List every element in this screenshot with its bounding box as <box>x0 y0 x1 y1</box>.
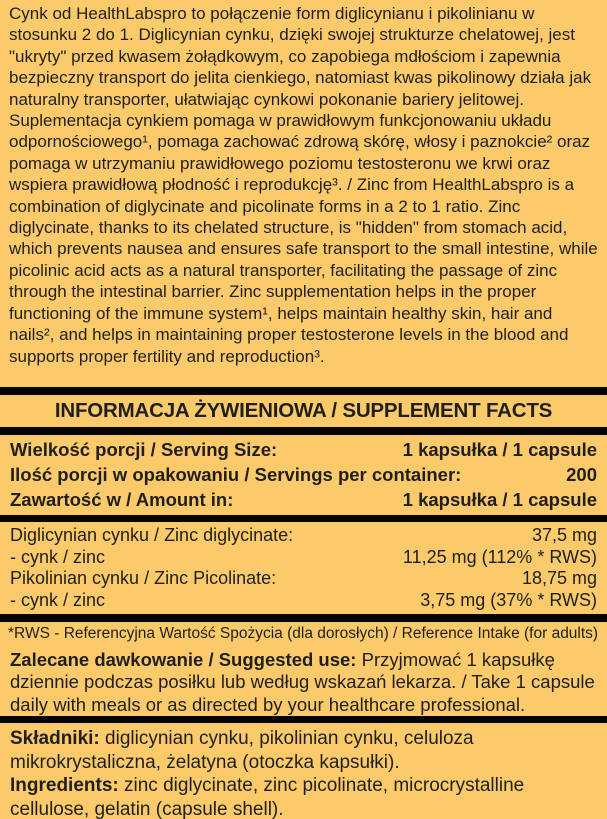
row-value: 3,75 mg (37% * RWS) <box>420 589 597 610</box>
nutrient-row <box>10 525 597 547</box>
serving-info-table <box>0 435 607 515</box>
ingredients-line-en <box>10 774 597 819</box>
divider-bar <box>0 614 607 622</box>
product-description: Cynk od HealthLabspro to połączenie form diglicynianu i pikolinianu w stosunku 2 do 1. Diglicynian cynku, dzięki swojej strukturze chelatowej, jest "ukryty" przed kwasem żołądkowym, co zapobiega mdłościom i zapewnia bezpieczny transport do jelita cienkiego, natomiast kwas pikolinowy działa jak naturalny transporter, ułatwiając cynkowi pokonanie bariery jelitowej. Suplementacja cynkiem pomaga w prawidłowym funkcjonowaniu układu odpornościowego¹, pomaga zachować zdrową skórę, włosy i paznokcie² oraz pomaga w utrzymaniu prawidłowego poziomu testosteronu we krwi oraz wspiera prawidłową płodność i reprodukcję³. / Zinc from HealthLabspro is a combination of diglycinate and picolinate forms in a 2 to 1 ratio. Zinc diglycinate, thanks to its chelated structure, is "hidden" from stomach acid, which prevents nausea and ensures safe transport to the small intestine, while picolinic acid acts as a natural transporter, facilitating the passage of zinc through the intestinal barrier. Zinc supplementation helps in the proper functioning of the immune system¹, helps maintain healthy skin, hair and nails², and helps in maintaining proper testosterone levels in the blood and supports proper fertility and reproduction³. <box>9 4 598 366</box>
row-label: Zawartość w / Amount in: <box>10 488 234 510</box>
ingredients-text-en: zinc diglycinate, zinc picolinate, microcrystalline cellulose, gelatin (capsule shell). <box>10 775 525 819</box>
row-label: Wielkość porcji / Serving Size: <box>10 439 278 460</box>
serving-row <box>10 463 597 488</box>
row-label: Diglicynian cynku / Zinc diglycinate: <box>10 525 294 545</box>
row-label: Pikolinian cynku / Zinc Picolinate: <box>10 568 277 589</box>
row-label: - cynk / zinc <box>10 589 106 610</box>
ingredients-text-pl: diglicynian cynku, pikolinian cynku, celuloza mikrokrystaliczna, żelatyna (otoczka kapsułki). <box>10 728 474 773</box>
row-value: 200 <box>566 463 597 485</box>
row-value: 18,75 mg <box>521 568 597 589</box>
nutrient-row <box>10 547 597 569</box>
ingredients-label-en: Ingredients: <box>10 775 119 796</box>
row-value: 11,25 mg (112% * RWS) <box>402 546 597 567</box>
divider-bar <box>0 716 607 723</box>
row-label: - cynk / zinc <box>10 546 106 567</box>
ingredients-line-pl <box>10 727 597 774</box>
divider-bar <box>0 387 607 395</box>
suggested-use-label: Zalecane dawkowanie / Suggested use: <box>10 649 357 670</box>
rws-footnote: *RWS - Referencyjna Wartość Spożycia (dla dorosłych) / Reference Intake (for adults) <box>8 625 599 642</box>
nutrient-row <box>10 568 597 590</box>
divider-bar <box>0 427 607 435</box>
ingredients-section <box>0 723 607 819</box>
nutrient-table <box>0 522 607 614</box>
nutrient-row <box>10 590 597 612</box>
row-value: 1 kapsułka / 1 capsule <box>402 488 597 510</box>
suggested-use-text: Przyjmować 1 kapsułkę dziennie podczas posiłku lub według wskazań lekarza. / Take 1 capsule daily with meals or as directed by your healthcare professional. <box>10 649 595 715</box>
row-value: 37,5 mg <box>531 525 597 545</box>
suggested-use <box>0 648 607 716</box>
row-label: Ilość porcji w opakowaniu / Servings per container: <box>10 463 462 485</box>
ingredients-label-pl: Składniki: <box>10 728 100 749</box>
row-value: 1 kapsułka / 1 capsule <box>402 439 597 460</box>
serving-row <box>10 438 597 463</box>
serving-row <box>10 488 597 513</box>
supplement-facts-title: INFORMACJA ŻYWIENIOWA / SUPPLEMENT FACTS <box>54 399 553 422</box>
divider-bar <box>0 515 607 522</box>
